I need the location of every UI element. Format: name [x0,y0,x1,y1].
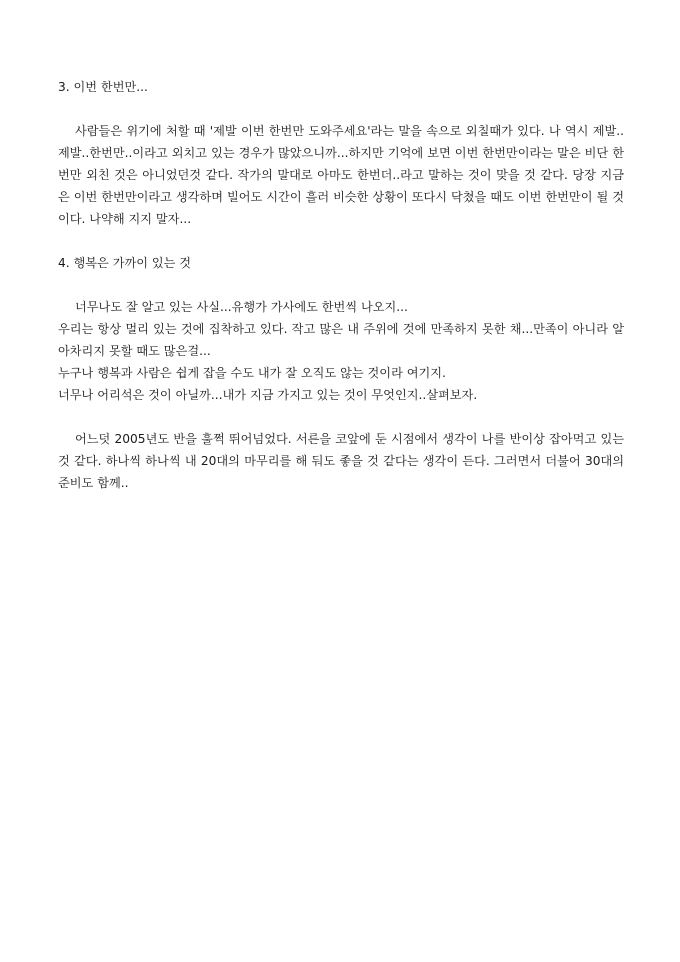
spacer [58,274,624,296]
section-4-line-4: 너무나 어리석은 것이 아닐까...내가 지금 가지고 있는 것이 무엇인지..살펴보자. [58,388,478,402]
section-4-line-2: 우리는 항상 멀리 있는 것에 집착하고 있다. 작고 많은 내 주위에 것에 만족하지 못한 채...만족이 아니라 알아차리지 못할 때도 많은걸... [58,322,624,358]
spacer [58,230,624,252]
closing-paragraph: 어느덧 2005년도 반을 훌쩍 뛰어넘었다. 서른을 코앞에 둔 시점에서 생각이 나를 반이상 잡아먹고 있는 것 같다. 하나씩 하나씩 내 20대의 마무리를 해 둬도 좋을 것 같다는 생각이 든다. 그러면서 더불어 30대의 준비도 함께.. [58,432,624,490]
section-4-heading: 4. 행복은 가까이 있는 것 [58,256,192,270]
section-4-line-1: 너무나도 잘 알고 있는 사실...유행가 가사에도 한번씩 나오지... [75,300,408,314]
spacer [58,98,624,120]
section-4-line-3: 누구나 행복과 사람은 쉽게 잡을 수도 내가 잘 오직도 않는 것이라 여기지. [58,366,446,380]
section-3-paragraph: 사람들은 위기에 처할 때 '제발 이번 한번만 도와주세요'라는 말을 속으로 외칠때가 있다. 나 역시 제발..제발..한번만..이라고 외치고 있는 경우가 많았으니까...하지만 기억에 보면 이번 한번만이라는 말은 비단 한번만 외친 것은 아니었던것 같다. 작가의 말대로 아마도 한번더..라고 말하는 것이 맞을 것 같다. 당장 지금은 이번 한번만이라고 생각하며 빌어도 시간이 흘러 비슷한 상황이 또다시 닥쳤을 때도 이번 한번만이 될 것이다. 나약해 지지 말자... [58,124,624,226]
document-page [58,76,624,494]
section-3-heading: 3. 이번 한번만... [58,80,148,94]
spacer [58,406,624,428]
